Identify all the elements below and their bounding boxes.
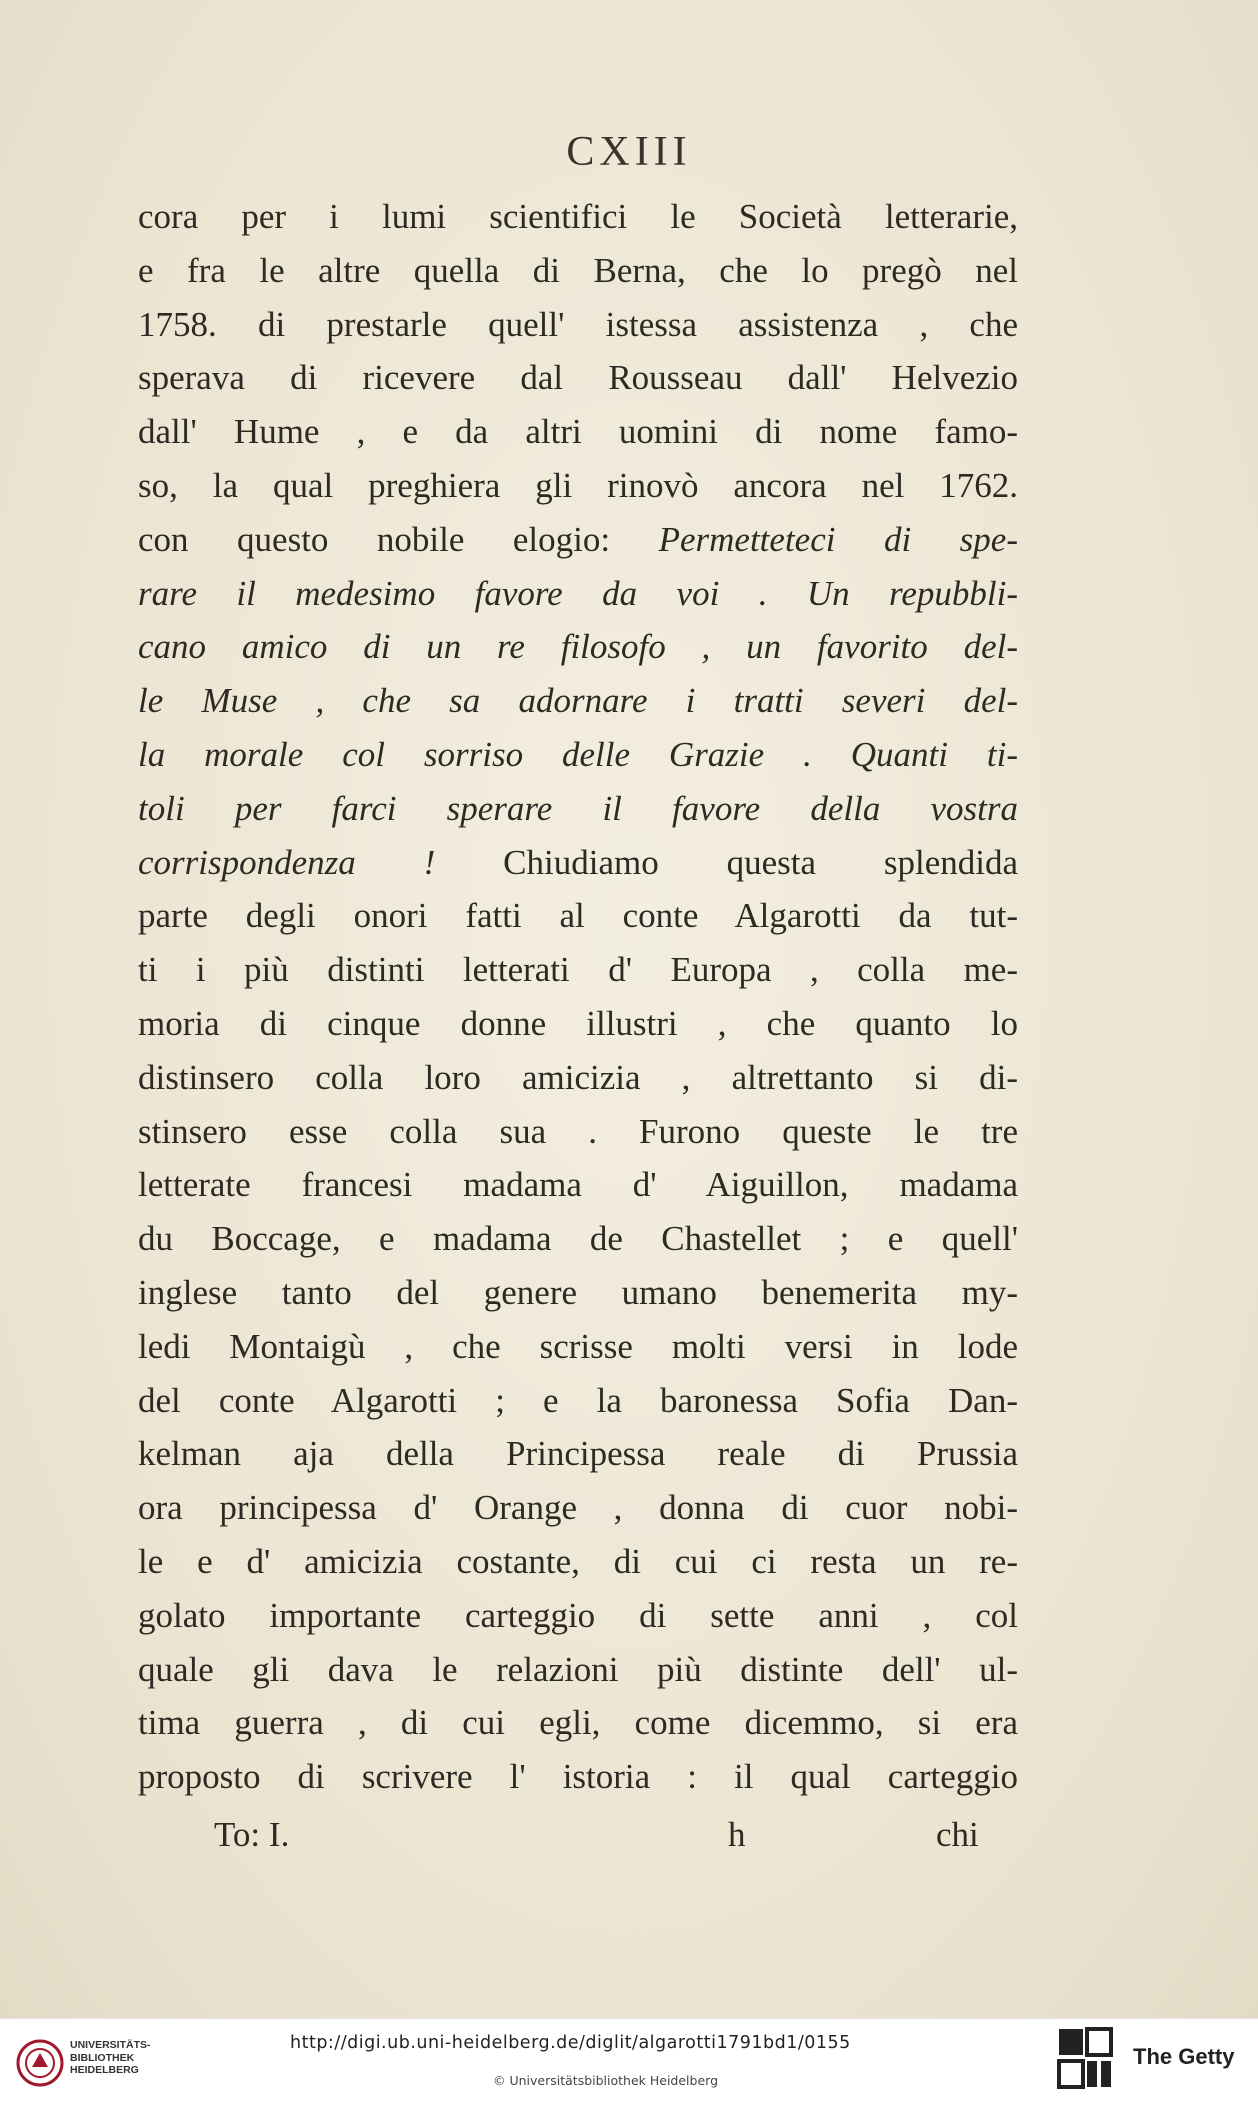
text-line <box>138 782 1018 836</box>
page-footer-line <box>138 1808 1018 1862</box>
text-line <box>138 244 1018 298</box>
italic-segment: toli per farci sperare il favore della vostra <box>138 788 1018 828</box>
text-segment: distinsero colla loro amicizia , altrettanto si di- <box>138 1057 1018 1097</box>
text-segment: kelman aja della Principessa reale di Prussia <box>138 1434 1018 1474</box>
text-segment: ora principessa d' Orange , donna di cuor nobi- <box>138 1488 1018 1528</box>
text-segment: Chiudiamo questa splendida <box>503 842 1019 882</box>
text-segment: sperava di ricevere dal Rousseau dall' Helvezio <box>138 358 1018 398</box>
text-segment: con questo nobile elogio: <box>138 519 659 559</box>
text-line <box>138 997 1018 1051</box>
text-segment: stinsero esse colla sua . Furono queste le tre <box>138 1111 1018 1151</box>
text-line <box>138 1374 1018 1428</box>
text-line <box>138 620 1018 674</box>
sponsor-name: The Getty <box>1133 2044 1235 2069</box>
text-segment: so, la qual preghiera gli rinovò ancora nel 1762. <box>138 465 1018 505</box>
text-segment: du Boccage, e madama de Chastellet ; e quell' <box>138 1219 1018 1259</box>
text-line <box>138 190 1018 244</box>
text-line <box>138 1750 1018 1804</box>
text-segment: proposto di scrivere l' istoria : il qual carteggio <box>138 1757 1018 1797</box>
italic-segment: le Muse , che sa adornare i tratti severi del- <box>138 681 1018 721</box>
text-line <box>138 405 1018 459</box>
getty-logo-icon <box>1057 2027 1113 2091</box>
text-line <box>138 674 1018 728</box>
text-line <box>138 836 1018 890</box>
text-line <box>138 298 1018 352</box>
text-segment: moria di cinque donne illustri , che quanto lo <box>138 1003 1018 1043</box>
text-line <box>138 1212 1018 1266</box>
text-line <box>138 567 1018 621</box>
text-segment: cora per i lumi scientifici le Società letterarie, <box>138 197 1018 236</box>
italic-segment: la morale col sorriso delle Grazie . Quanti ti- <box>138 734 1018 774</box>
text-line <box>138 1643 1018 1697</box>
text-segment: ti i più distinti letterati d' Europa , colla me- <box>138 950 1018 990</box>
body-text <box>138 190 1018 1804</box>
text-line <box>138 1051 1018 1105</box>
viewer-footer <box>0 2018 1258 2104</box>
italic-segment: corrispondenza ! <box>138 842 504 882</box>
text-segment: 1758. di prestarle quell' istessa assistenza , che <box>138 304 1018 344</box>
text-segment: quale gli dava le relazioni più distinte dell' ul- <box>138 1649 1018 1689</box>
text-line <box>138 1696 1018 1750</box>
text-segment: tima guerra , di cui egli, come dicemmo, si era <box>138 1703 1018 1743</box>
catchword: chi <box>936 1815 979 1854</box>
text-line <box>138 1589 1018 1643</box>
institution-name: UNIVERSITÄTS- BIBLIOTHEK HEIDELBERG <box>70 2039 151 2076</box>
copyright-notice: © Universitätsbibliothek Heidelberg <box>493 2073 719 2088</box>
text-line <box>138 459 1018 513</box>
italic-segment: Permetteteci di spe- <box>658 519 1018 559</box>
text-line <box>138 1427 1018 1481</box>
text-line <box>138 1266 1018 1320</box>
italic-segment: rare il medesimo favore da voi . Un repubbli- <box>138 573 1018 613</box>
text-line <box>138 1535 1018 1589</box>
text-segment: le e d' amicizia costante, di cui ci resta un re- <box>138 1541 1018 1581</box>
text-line <box>138 351 1018 405</box>
gathering-letter: h <box>728 1815 746 1854</box>
text-line <box>138 1320 1018 1374</box>
text-segment: del conte Algarotti ; e la baronessa Sofia Dan- <box>138 1380 1018 1420</box>
text-segment: golato importante carteggio di sette anni , col <box>138 1595 1018 1635</box>
permalink-url[interactable]: http://digi.ub.uni-heidelberg.de/diglit/algarotti1791bd1/0155 <box>290 2033 851 2053</box>
italic-segment: cano amico di un re filosofo , un favorito del- <box>138 627 1018 667</box>
text-line <box>138 1481 1018 1535</box>
text-line <box>138 728 1018 782</box>
text-segment: e fra le altre quella di Berna, che lo pregò nel <box>138 250 1018 290</box>
text-segment: parte degli onori fatti al conte Algarotti da tut- <box>138 896 1018 936</box>
text-segment: letterate francesi madama d' Aiguillon, madama <box>138 1165 1018 1205</box>
page-number-header: CXIII <box>566 129 692 175</box>
text-segment: inglese tanto del genere umano benemerita my- <box>138 1272 1018 1312</box>
signature-mark: To: I. <box>214 1815 290 1854</box>
text-line <box>138 943 1018 997</box>
text-line <box>138 1105 1018 1159</box>
text-segment: dall' Hume , e da altri uomini di nome famo- <box>138 412 1018 452</box>
text-segment: ledi Montaigù , che scrisse molti versi in lode <box>138 1326 1018 1366</box>
text-line <box>138 889 1018 943</box>
text-line <box>138 1158 1018 1212</box>
text-line <box>138 513 1018 567</box>
